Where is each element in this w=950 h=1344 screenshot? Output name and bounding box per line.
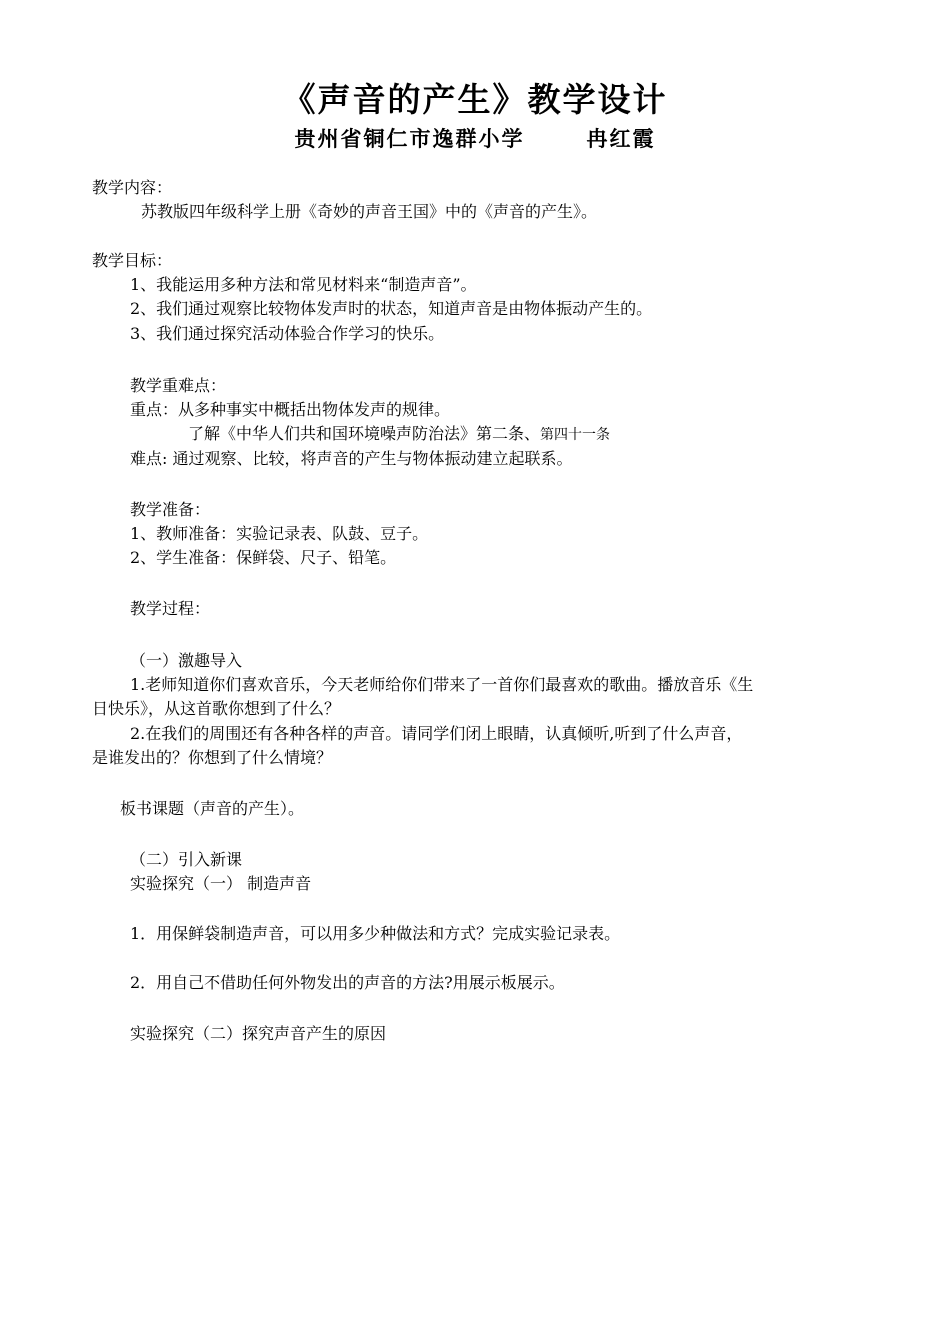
key-point-text: 重点：从多种事实中概括出物体发声的规律。 [130, 400, 451, 419]
difficulty-text: 难点: 通过观察、比较，将声音的产生与物体振动建立起联系。 [130, 449, 573, 468]
preparation-heading: 教学准备： [130, 500, 211, 519]
board-title: 板书课题（声音的产生）。 [120, 799, 305, 818]
experiment2-heading: 实验探究（二）探究声音产生的原因 [130, 1024, 387, 1043]
experiment1-heading: 实验探究（一） 制造声音 [130, 874, 312, 893]
key-points-heading: 教学重难点： [130, 376, 227, 395]
part1-heading: （一）激趣导入 [130, 651, 243, 670]
law-reference [188, 422, 610, 447]
part1-paragraph2-line2: 是谁发出的？你想到了什么情境？ [92, 748, 333, 767]
part2-heading: （二）引入新课 [130, 850, 243, 869]
document-title: 《声音的产生》教学设计 [282, 80, 668, 119]
part1-paragraph2-line1: 2.在我们的周围还有各种各样的声音。请同学们闭上眼睛，认真倾听,听到了什么声音， [130, 724, 743, 743]
content-heading: 教学内容： [92, 178, 173, 197]
content-text: 苏教版四年级科学上册《奇妙的声音王国》中的《声音的产生》。 [141, 202, 598, 221]
experiment1-item-1: 1．用保鲜袋制造声音，可以用多少种做法和方式？完成实验记录表。 [130, 924, 621, 943]
school-name: 贵州省铜仁市逸群小学 [294, 126, 525, 151]
preparation-item-2: 2、学生准备：保鲜袋、尺子、铅笔。 [130, 548, 397, 567]
process-heading: 教学过程： [130, 599, 211, 618]
goals-heading: 教学目标： [92, 251, 173, 270]
author-name: 冉红霞 [586, 126, 656, 151]
law-reference-main: 了解《中华人们共和国环境噪声防治法》第二条、 [188, 424, 541, 443]
goal-item-1: 1、我能运用多种方法和常见材料来“制造声音”。 [130, 275, 477, 294]
goal-item-2: 2、我们通过观察比较物体发声时的状态，知道声音是由物体振动产生的。 [130, 299, 653, 318]
preparation-item-1: 1、教师准备：实验记录表、队鼓、豆子。 [130, 524, 429, 543]
goal-item-3: 3、我们通过探究活动体验合作学习的快乐。 [130, 324, 445, 343]
document-subtitle [0, 124, 950, 154]
part1-paragraph1-line2: 日快乐》，从这首歌你想到了什么？ [92, 699, 341, 718]
law-reference-article: 第四十一条 [540, 427, 611, 443]
part1-paragraph1-line1: 1.老师知道你们喜欢音乐，今天老师给你们带来了一首你们最喜欢的歌曲。播放音乐《生 [130, 675, 754, 694]
experiment1-item-2: 2．用自己不借助任何外物发出的声音的方法?用展示板展示。 [130, 973, 565, 992]
